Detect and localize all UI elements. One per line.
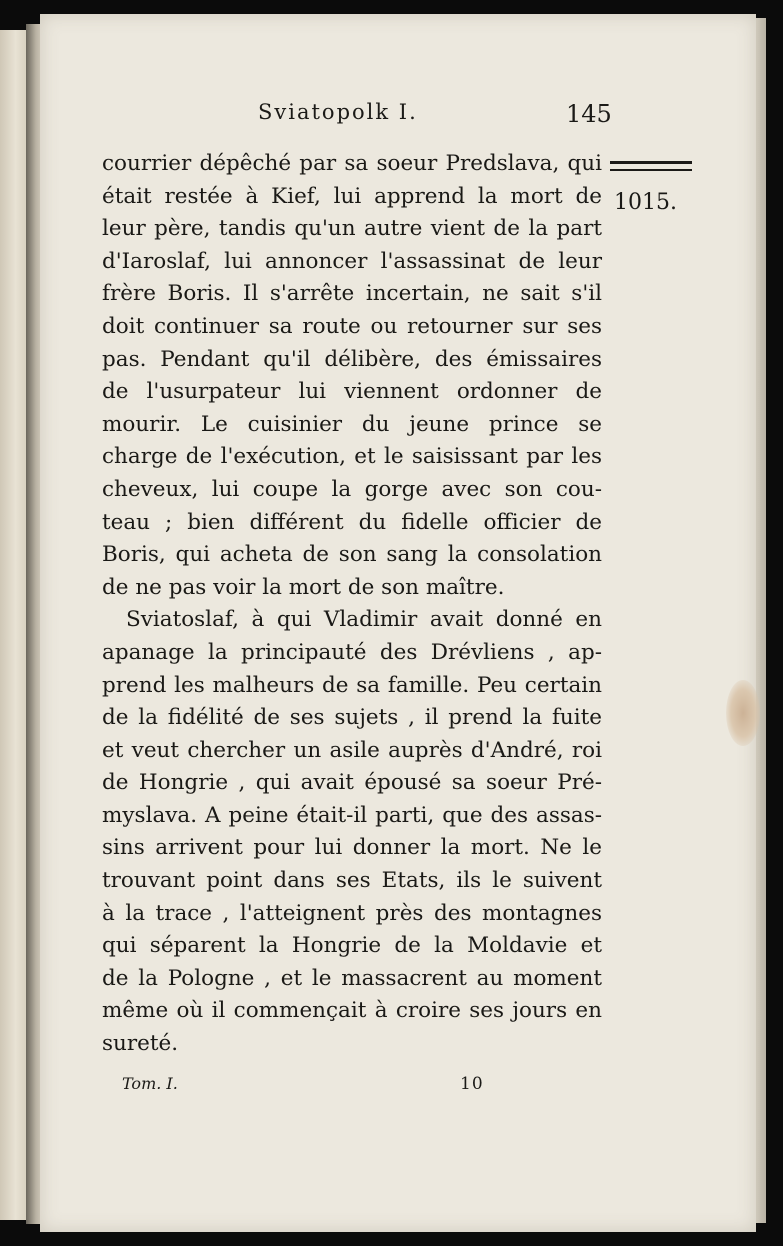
- text-line: trouvant point dans ses Etats, ils le suivent: [102, 868, 602, 894]
- text-line: de la fidélité de ses sujets , il prend la fuite: [102, 705, 602, 731]
- text-line: apanage la principauté des Drévliens , ap-: [102, 639, 602, 665]
- body-text: [102, 148, 602, 1061]
- text-line: était restée à Kief, lui apprend la mort de: [102, 183, 602, 209]
- text-line: même où il commençait à croire ses jours en: [102, 998, 602, 1024]
- paper-stain: [726, 680, 760, 746]
- margin-year-note: 1015.: [614, 190, 677, 215]
- text-line: et veut chercher un asile auprès d'André, roi: [102, 737, 602, 763]
- text-line: prend les malheurs de sa famille. Peu certain: [102, 672, 602, 698]
- text-line: de l'usurpateur lui viennent ordonner de: [102, 379, 602, 405]
- text-line: courrier dépêché par sa soeur Predslava, qui: [102, 151, 602, 176]
- text-line: Boris, qui acheta de son sang la consolation: [102, 542, 602, 568]
- text-line: de Hongrie , qui avait épousé sa soeur Pré-: [102, 770, 602, 796]
- volume-mark: Tom. I.: [122, 1074, 178, 1093]
- text-line: d'Iaroslaf, lui annoncer l'assassinat de leur: [102, 248, 602, 274]
- text-line: cheveux, lui coupe la gorge avec son cou-: [102, 476, 602, 502]
- text-line: pas. Pendant qu'il délibère, des émissaires: [102, 346, 602, 372]
- text-line: Sviatoslaf, à qui Vladimir avait donné en: [126, 607, 602, 633]
- text-line: charge de l'exécution, et le saisissant par les: [102, 444, 602, 470]
- signature-mark: 10: [460, 1074, 484, 1094]
- page-number: 145: [566, 100, 612, 128]
- text-line: de ne pas voir la mort de son maître.: [102, 574, 505, 600]
- text-line: frère Boris. Il s'arrête incertain, ne sait s'il: [102, 281, 602, 307]
- text-line: doit continuer sa route ou retourner sur ses: [102, 313, 602, 339]
- text-line: à la trace , l'atteignent près des montagnes: [102, 900, 602, 926]
- text-line: leur père, tandis qu'un autre vient de la part: [102, 216, 602, 242]
- text-line: sins arrivent pour lui donner la mort. Ne le: [102, 835, 602, 861]
- margin-rule: [610, 161, 692, 171]
- text-line: qui séparent la Hongrie de la Moldavie et: [102, 933, 602, 959]
- text-line: de la Pologne , et le massacrent au moment: [102, 965, 602, 991]
- page-fore-edge: [756, 18, 766, 1223]
- text-line: myslava. A peine était-il parti, que des assas-: [102, 802, 602, 828]
- text-line: teau ; bien différent du fidelle officier de: [102, 509, 602, 535]
- text-line: mourir. Le cuisinier du jeune prince se: [102, 411, 602, 437]
- text-line: sureté.: [102, 1031, 179, 1057]
- running-title: Sviatopolk I.: [258, 100, 418, 124]
- facing-page-edge: [0, 30, 27, 1220]
